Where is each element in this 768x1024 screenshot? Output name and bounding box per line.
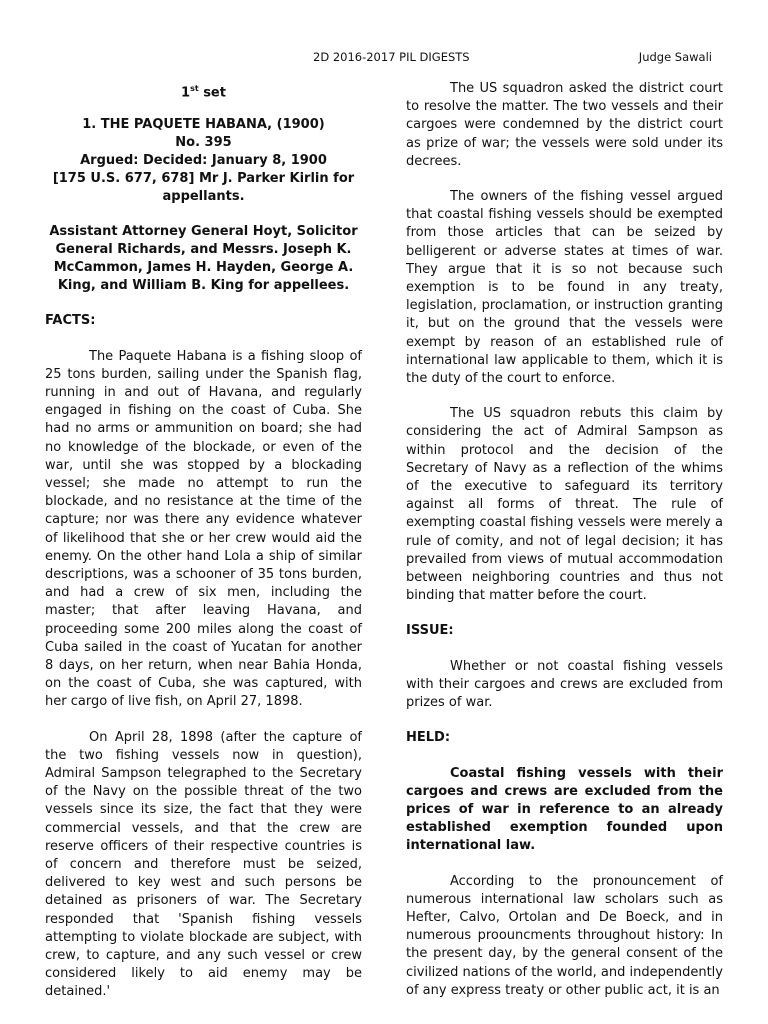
issue-heading: ISSUE: [406, 623, 454, 639]
page-header [0, 50, 768, 68]
issue-paragraph: Whether or not coastal fishing vessels with their cargoes and crews are excluded from prizes of war. [406, 658, 723, 711]
set-suffix: st [190, 84, 199, 93]
case-title [45, 116, 362, 207]
body-paragraph: The US squadron asked the district court to resolve the matter. The two vessels and their cargoes were condemned by the district court as prize of war; the vessels were sold under its decrees. [406, 81, 723, 169]
case-title-line: No. 395 [175, 134, 232, 150]
case-title-line: appellants. [162, 189, 245, 205]
left-column [45, 80, 362, 1019]
set-word: set [198, 85, 226, 101]
set-number: 1 [181, 85, 191, 101]
body-paragraph: The owners of the fishing vessel argued that coastal fishing vessels should be exempted from those articles that can be seized by belligerent or adverse states at times of war. They argue that it is so not because such exemption is to be found in any treaty, legislation, proclamation, or instruction granting it, but on the ground that the vessels were exempt by reason of an established rule of international law applicable to them, which it is the duty of the court to enforce. [406, 189, 723, 387]
facts-heading: FACTS: [45, 313, 96, 329]
set-heading [45, 80, 362, 103]
facts-paragraph: The Paquete Habana is a fishing sloop of 25 tons burden, sailing under the Spanish flag, running in and out of Havana, and regularly engaged in fishing on the coast of Cuba. She had no arms or ammunition on board; she had no knowledge of the blockade, or even of the war, until she was stopped by a blockading vessel; she made no attempt to run the blockade, and no resistance at the time of the capture; nor was there any evidence whatever of likelihood that she or her crew would aid the enemy. On the other hand Lola a ship of similar descriptions, was a schooner of 35 tons burden, and had a crew of six men, including the master; that after leaving Havana, and proceeding some 200 miles along the coast of Cuba sailed in the coast of Yucatan for another 8 days, on her return, when near Bahia Honda, on the coast of Cuba, she was captured, with her cargo of live fish, on April 27, 1898. [45, 348, 362, 710]
appellees-counsel: Assistant Attorney General Hoyt, Solicitor General Richards, and Messrs. Joseph K. McCammon, James H. Hayden, George A. King, and William B. King for appellees. [49, 223, 358, 294]
author-name: Judge Sawali [638, 50, 712, 64]
case-title-line: [175 U.S. 677, 678] Mr J. Parker Kirlin for [52, 171, 355, 187]
case-title-line: Argued: Decided: January 8, 1900 [80, 152, 327, 168]
document-title: 2D 2016-2017 PIL DIGESTS [313, 50, 470, 64]
held-paragraph: Coastal fishing vessels with their cargoes and crews are excluded from the prices of war in reference to an already established exemption founded upon international law. [406, 765, 723, 854]
held-heading: HELD: [406, 730, 451, 746]
facts-paragraph: On April 28, 1898 (after the capture of the two fishing vessels now in question), Admiral Sampson telegraphed to the Secretary of the Navy on the possible threat of the two vessels since its size, the fact that they were commercial vessels, and that the crew are reserve officers of their respective countries is of concern and therefore must be seized, delivered to key west and such persons be detained as prisoners of war. The Secretary responded that 'Spanish fishing vessels attempting to violate blockade are subject, with crew, to capture, and any such vessel or crew considered likely to aid enemy may be detained.' [45, 729, 362, 1000]
right-column [406, 80, 723, 1017]
body-paragraph: According to the pronouncement of numerous international law scholars such as Hefter, Calvo, Ortolan and De Boeck, and in numerous proouncments throughout history: In the present day, by the general consent of the civilized nations of the world, and independently of any express treaty or other public act, it is an [406, 873, 723, 998]
case-title-line: 1. THE PAQUETE HABANA, (1900) [82, 116, 325, 132]
body-paragraph: The US squadron rebuts this claim by considering the act of Admiral Sampson as within protocol and the decision of the Secretary of Navy as a reflection of the whims of the executive to safeguard its territory against all forms of threat. The rule of exempting coastal fishing vessels were merely a rule of comity, and not of legal decision; it has prevailed from views of mutual accommodation between neighboring countries and thus not binding that matter before the court. [406, 406, 723, 604]
